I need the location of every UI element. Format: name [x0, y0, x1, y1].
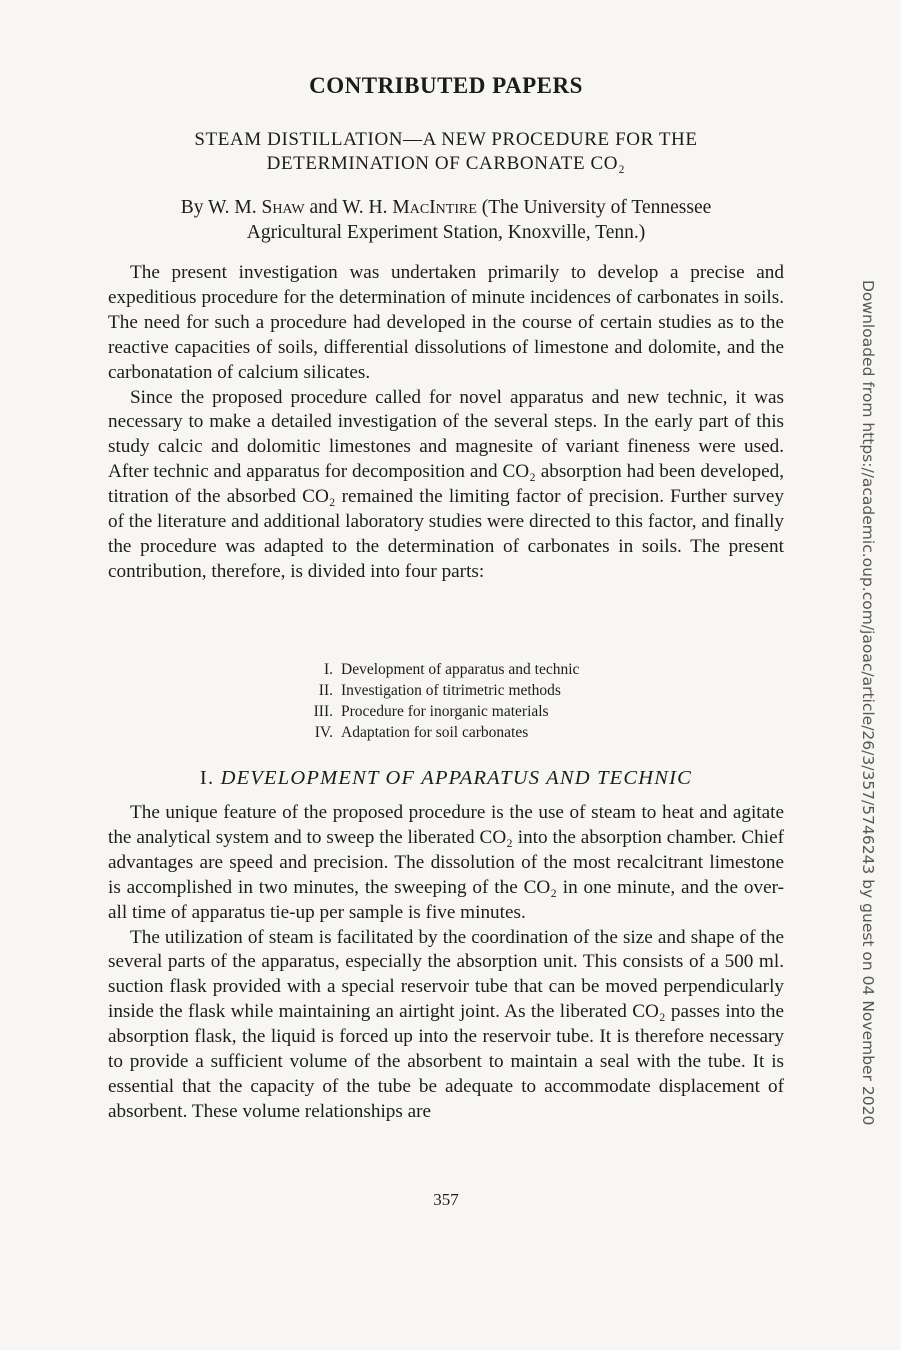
part-label: Development of apparatus and technic: [341, 661, 580, 678]
byline-prefix: By W. M.: [180, 197, 257, 218]
section-heading: CONTRIBUTED PAPERS: [309, 73, 583, 98]
part-label: Investigation of titrimetric methods: [341, 682, 561, 699]
section-1-text: [108, 801, 784, 1125]
section-1-heading: [108, 767, 784, 790]
part-numeral: IV.: [314, 724, 333, 741]
byline-and: and W. H.: [309, 197, 388, 218]
affiliation-part-2: Agricultural Experiment Station, Knoxville, Tenn.): [246, 222, 646, 243]
section-1-paragraph-1: The unique feature of the proposed procedure is the use of steam to heat and agitate the analytical system and to sweep the liberated CO₂ into the absorption chamber. Chief advantages are speed and precision. The dissolution of the most recalcitrant limestone is accomplished in two minutes, the sweeping of the CO₂ in one minute, and the over-all time of apparatus tie-up per sample is five minutes.: [108, 802, 784, 923]
list-item: [278, 722, 579, 743]
page-number: 357: [433, 1190, 459, 1209]
download-watermark: [859, 280, 877, 1126]
affiliation-part-1: (The University of Tennessee: [481, 197, 712, 218]
watermark-text: Downloaded from https://academic.oup.com/jaoac/article/26/3/357/5746243 by guest on 04 November 2020: [859, 280, 877, 1126]
byline-line-1: [108, 195, 784, 220]
title-line-2: DETERMINATION OF CARBONATE CO₂: [266, 153, 626, 174]
list-item: [278, 701, 579, 722]
part-label: Adaptation for soil carbonates: [341, 724, 529, 741]
list-item: [278, 659, 579, 680]
intro-text: [108, 261, 784, 585]
section-1-numeral: I.: [199, 767, 215, 789]
section-1-paragraph-2: The utilization of steam is facilitated by the coordination of the size and shape of the several parts of the apparatus, especially the absorption unit. This consists of a 500 ml. suction flask provided with a special reservoir tube that can be moved perpendicularly inside the flask while maintaining an airtight joint. As the liberated CO₂ passes into the absorption flask, the liquid is forced up into the reservoir tube. It is therefore necessary to provide a sufficient volume of the absorbent to maintain a seal with the tube. It is essential that the capacity of the tube be adequate to accommodate displacement of absorbent. These volume relationships are: [108, 926, 784, 1122]
byline: [108, 195, 784, 245]
article-title: [108, 128, 784, 176]
part-numeral: III.: [313, 703, 333, 720]
list-item: [278, 680, 579, 701]
parts-list: [278, 659, 579, 743]
part-numeral: I.: [323, 661, 333, 678]
intro-paragraph-2: Since the proposed procedure called for novel apparatus and new technic, it was necessary to make a detailed investigation of the several steps. In the early part of this study calcic and dolomitic limestones and magnesite of variant fineness were used. After technic and apparatus for decomposition and CO₂ absorption had been developed, titration of the absorbed CO₂ remained the limiting factor of precision. Further survey of the literature and additional laboratory studies were directed to this factor, and finally the procedure was adapted to the determination of carbonates in soils. The present contribution, therefore, is divided into four parts:: [108, 386, 784, 582]
section-1-title: DEVELOPMENT OF APPARATUS AND TECHNIC: [220, 767, 693, 789]
intro-paragraph-1: The present investigation was undertaken primarily to develop a precise and expeditious procedure for the determination of minute incidences of carbonates in soils. The need for such a procedure had developed in the course of certain studies as to the reactive capacities of soils, differential dissolutions of limestone and dolomite, and the carbonatation of calcium silicates.: [108, 262, 784, 383]
author-1-surname: Shaw: [261, 197, 305, 218]
part-numeral: II.: [318, 682, 333, 699]
title-line-1: STEAM DISTILLATION—A NEW PROCEDURE FOR THE: [194, 129, 698, 150]
author-2-surname: MacIntire: [392, 197, 477, 218]
part-label: Procedure for inorganic materials: [341, 703, 549, 720]
